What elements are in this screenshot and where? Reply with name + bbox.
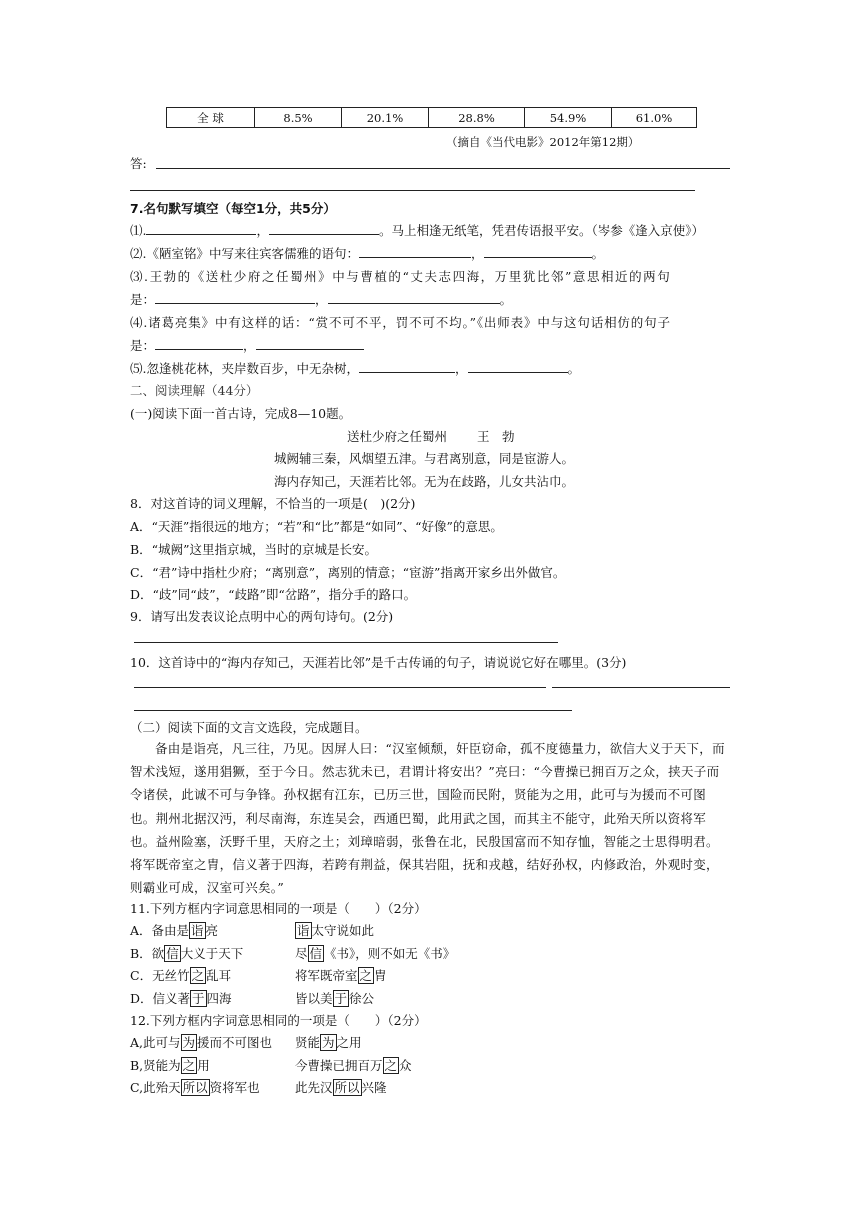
fill-blank[interactable] (328, 290, 500, 304)
fill-blank[interactable] (256, 336, 364, 350)
q11-option-b (295, 989, 374, 1007)
answer-line[interactable] (552, 687, 730, 688)
answer-line[interactable] (130, 190, 695, 191)
item-text: 是： (130, 338, 156, 353)
item-text: 忽逢桃花林，夹岸数百步，中无杂树， (146, 361, 359, 376)
q12-option-a (130, 1078, 260, 1096)
source-note: （摘自《当代电影》2012年第12期） (446, 135, 640, 149)
item-text: 《陋室铭》中写来往宾客儒雅的语句： (146, 246, 359, 261)
item-number: ⑵. (130, 246, 147, 261)
q8-stem: 8．对这首诗的词义理解，不恰当的一项是( )(2分) (130, 496, 416, 511)
q11-option-b (295, 921, 374, 939)
boxed-word: 为 (322, 1035, 335, 1050)
option-text: B．欲 (130, 945, 165, 961)
q7-title: 7.名句默写填空（每空1分，共5分） (130, 201, 336, 216)
table-row (167, 108, 697, 128)
q10-stem: 10．这首诗中的“海内存知己，天涯若比邻”是千古传诵的句子，请说说它好在哪里。(3分) (130, 655, 627, 670)
option-text: 众 (399, 1057, 412, 1073)
table-cell: 61.0% (612, 108, 697, 128)
option-text: 尽 (295, 945, 308, 961)
poem-author: 王 勃 (477, 429, 515, 444)
option-text: 徐公 (349, 990, 375, 1006)
table-cell: 54.9% (525, 108, 612, 128)
option-text: 援而不可图也 (197, 1035, 273, 1050)
answer-line[interactable] (134, 687, 546, 688)
q11-stem: 11.下列方框内字词意思相同的一项是（ ）（2分） (130, 901, 427, 916)
answer-line[interactable] (156, 168, 730, 169)
q8-option-d: D．“歧”同“歧”，“歧路”即“岔路”，指分手的路口。 (130, 587, 417, 602)
table-cell-region: 全 球 (167, 108, 255, 128)
item-text: 。马上相逢无纸笔，凭君传语报平安。（岑参《逢入京使》） (379, 223, 705, 238)
q9-stem: 9．请写出发表议论点明中心的两句诗句。(2分) (130, 609, 394, 624)
q7-item-3 (130, 267, 671, 285)
option-text: 资将军也 (209, 1080, 260, 1095)
boxed-word: 信 (166, 945, 179, 961)
poem-line: 城阙辅三秦，风烟望五津。与君离别意，同是宦游人。 (274, 451, 575, 466)
boxed-word: 于 (334, 990, 348, 1006)
section-heading: 二、阅读理解（44分） (130, 383, 259, 398)
q8-option-b: B．“城阙”这里指京城，当时的京城是长安。 (130, 542, 377, 557)
q11-option-a (130, 921, 218, 939)
option-text: 此先汉 (295, 1080, 333, 1095)
option-text: 亮 (205, 923, 219, 938)
q7-item-2: ⑵.《陋室铭》中写来往宾客儒雅的语句： ， 。 (130, 246, 605, 261)
q11-option-b (295, 944, 455, 962)
classical-passage: 备由是诣亮，凡三往，乃见。因屏人曰：“汉室倾颓，奸臣窃命，孤不度德量力，欲信大义于天下，而智术浅短，遂用猖獗，至于今日。然志犹未已，君谓计将安出？”亮曰：“今曹操已拥百万之众，挟天子而令诸侯，此诚不可与争锋。孙权据有江东，已历三世，国险而民附，贤能为之用，此可与为援而不可图也。荆州北据汉沔，利尽南海，东连吴会，西通巴蜀，此用武之国，而其主不能守，此殆天所以资将军也。益州险塞，沃野千里，天府之土；刘璋暗弱，张鲁在北，民殷国富而不知存恤，智能之士思得明君。将军既帝室之胄，信义著于四海，若跨有荆益，保其岩阻，抚和戎越，结好孙权，内修政治，外观时变，则霸业可成，汉室可兴矣。” (130, 741, 725, 896)
option-text: A,此可与 (130, 1035, 181, 1050)
q11-option-a (130, 944, 243, 962)
option-text: D．信义著 (130, 990, 191, 1006)
q11-option-a (130, 989, 232, 1007)
boxed-word: 信 (309, 945, 323, 961)
boxed-word: 诣 (191, 923, 204, 938)
boxed-word: 为 (182, 1035, 196, 1050)
item-number: ⑴. (130, 223, 147, 238)
fill-blank[interactable] (359, 244, 471, 258)
q11-option-a (130, 966, 231, 984)
option-text: C,此殆天 (130, 1080, 181, 1095)
boxed-word: 之 (182, 1057, 196, 1073)
boxed-word: 于 (192, 990, 205, 1006)
option-text: 太守说如此 (311, 923, 375, 938)
table-cell: 20.1% (342, 108, 429, 128)
q12-option-b (295, 1033, 362, 1051)
poem-line: 海内存知己，天涯若比邻。无为在歧路，儿女共沾巾。 (274, 474, 575, 489)
q7-item-1: ⑴. ， 。马上相逢无纸笔，凭君传语报平安。（岑参《逢入京使》） (130, 223, 705, 238)
option-text: 今曹操已拥百万 (295, 1057, 383, 1073)
fill-blank[interactable] (146, 221, 256, 235)
q8-option-a: A．“天涯”指很远的地方；“若”和“比”都是“如同”、“好像”的意思。 (130, 519, 503, 534)
poem-title (347, 427, 515, 445)
q7-item-4 (130, 313, 671, 331)
q7-item-5: ⑸.忽逢桃花林，夹岸数百步，中无杂树， ， 。 (130, 361, 581, 376)
answer-line[interactable] (134, 710, 572, 711)
boxed-word: 之 (384, 1057, 398, 1073)
option-text: 贤能 (295, 1035, 321, 1050)
boxed-word: 所以 (182, 1080, 208, 1095)
part1-intro: (一)阅读下面一首古诗，完成8—10题。 (130, 406, 352, 421)
q8-option-c: C．“君”诗中指杜少府；“离别意”，离别的情意；“宦游”指离开家乡出外做官。 (130, 565, 566, 580)
q12-option-a (130, 1056, 210, 1074)
q11-option-b (295, 966, 387, 984)
q7-item-3-line2: 是： ， 。 (130, 292, 513, 307)
option-text: 四海 (206, 990, 232, 1006)
fill-blank[interactable] (359, 359, 455, 373)
option-text: 将军既帝室 (295, 968, 358, 983)
boxed-word: 诣 (297, 923, 310, 938)
part2-intro: （二）阅读下面的文言文选段，完成题目。 (130, 720, 368, 735)
poem-title-text: 送杜少府之任蜀州 (347, 429, 448, 444)
q7-item-4-line2: 是： ， (130, 336, 364, 354)
option-text: 用 (197, 1057, 210, 1073)
q12-option-a (130, 1033, 272, 1051)
option-text: A．备由是 (130, 923, 190, 938)
table-cell: 28.8% (429, 108, 525, 128)
answer-line[interactable] (134, 642, 558, 643)
item-text: 是： (130, 292, 156, 307)
boxed-word: 之 (359, 968, 373, 983)
option-text: 之用 (336, 1035, 362, 1050)
option-text: 胄 (374, 968, 387, 983)
fill-blank[interactable] (155, 336, 243, 350)
answer-label: 答: (130, 156, 147, 171)
option-text: C．无丝竹 (130, 968, 190, 983)
q12-option-b (295, 1078, 387, 1096)
item-number: ⑶. (130, 269, 150, 284)
fill-blank[interactable] (468, 359, 568, 373)
statistics-table (166, 107, 697, 128)
item-number: ⑷. (130, 315, 149, 330)
item-number: ⑸. (130, 361, 147, 376)
option-text: 大义于天下 (180, 945, 244, 961)
item-text: 诸葛亮集》中有这样的话：“赏不可不平，罚不可不均。”《出师表》中与这句话相仿的句子 (148, 315, 671, 330)
fill-blank[interactable] (155, 290, 315, 304)
table-cell: 8.5% (255, 108, 342, 128)
option-text: B,贤能为 (130, 1057, 181, 1073)
boxed-word: 之 (191, 968, 205, 983)
option-text: 《书》，则不如无《书》 (324, 945, 456, 961)
fill-blank[interactable] (484, 244, 592, 258)
q12-option-b (295, 1056, 412, 1074)
item-text: 王勃的《送杜少府之任蜀州》中与曹植的“丈夫志四海，万里犹比邻”意思相近的两句 (149, 269, 672, 284)
option-text: 乱耳 (206, 968, 232, 983)
option-text: 兴隆 (361, 1080, 387, 1095)
option-text: 皆以美 (295, 990, 333, 1006)
fill-blank[interactable] (269, 221, 379, 235)
q12-stem: 12.下列方框内字词意思相同的一项是（ ）（2分） (130, 1013, 427, 1028)
boxed-word: 所以 (334, 1080, 360, 1095)
